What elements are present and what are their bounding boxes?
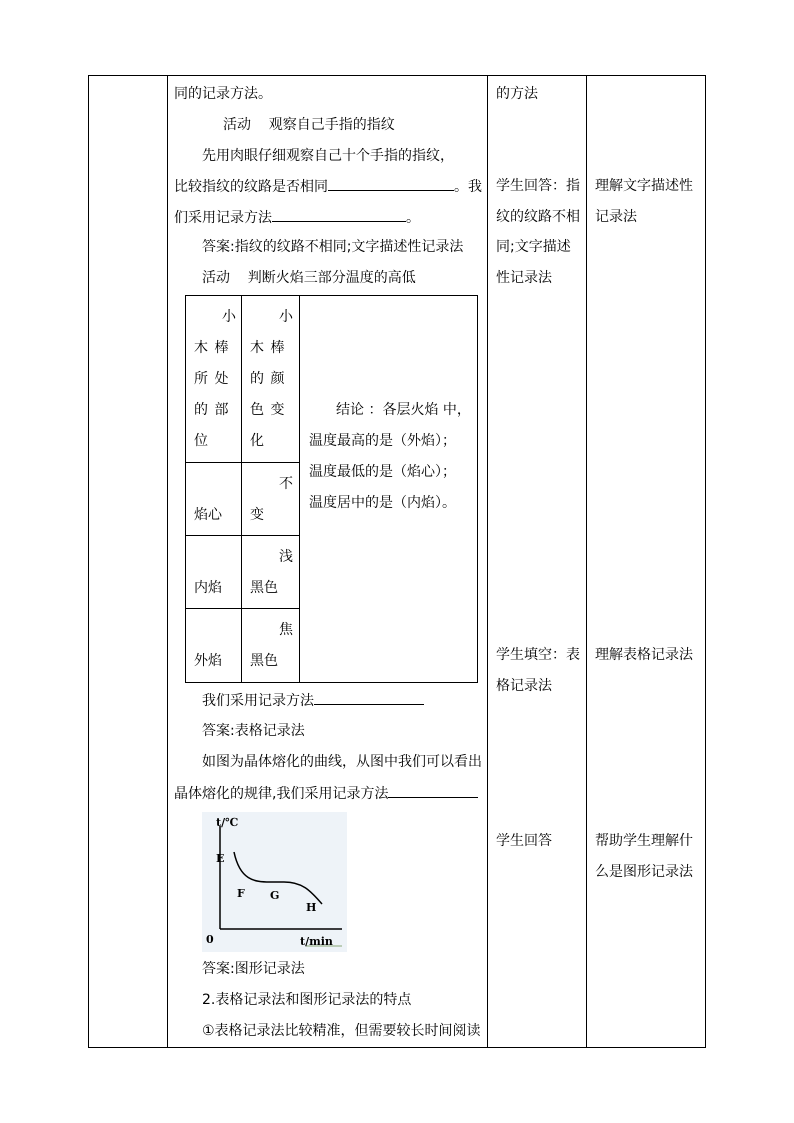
- fill-blank-line: [202, 690, 424, 711]
- table-cell: 焰心: [194, 507, 222, 523]
- table-cell: 浅: [279, 549, 293, 565]
- table-cell: 黑色: [250, 653, 278, 669]
- purpose-text: 帮助学生理解什: [595, 833, 693, 849]
- answer-line: 答案:指纹的纹路不相同;文字描述性记录法: [202, 239, 464, 255]
- student-text: 纹的纹路不相: [496, 209, 580, 225]
- point-label-g: G: [270, 889, 280, 902]
- answer-line: 答案:表格记录法: [202, 723, 305, 739]
- table-divider: [299, 296, 300, 682]
- purpose-text: 理解文字描述性: [595, 178, 693, 194]
- point-label-h: H: [306, 901, 317, 914]
- column-divider: [586, 76, 587, 1047]
- fill-blank-line: [174, 207, 420, 228]
- activity-heading: 活动 观察自己手指的指纹: [223, 117, 395, 133]
- lesson-table: [88, 75, 706, 1048]
- answer-blank[interactable]: [388, 783, 478, 798]
- table-cell: 外焰: [194, 653, 222, 669]
- table-cell: 不: [279, 476, 293, 492]
- column-divider: [167, 76, 168, 1047]
- point-label-e: E: [216, 852, 225, 865]
- text-line: 如图为晶体熔化的曲线，从图中我们可以看出: [202, 754, 482, 770]
- header-text: 色 变: [250, 402, 286, 418]
- table-divider: [186, 535, 299, 536]
- purpose-text: 么是图形记录法: [595, 864, 693, 880]
- answer-blank[interactable]: [272, 207, 406, 222]
- header-text: 的 颜: [250, 371, 286, 387]
- flame-table: [185, 295, 478, 683]
- header-text: 木 棒: [194, 340, 230, 356]
- column-divider: [487, 76, 488, 1047]
- text-line: 同的记录方法。: [174, 86, 272, 102]
- text-line: ①表格记录法比较精准，但需要较长时间阅读: [202, 1023, 481, 1039]
- activity-heading: 活动 判断火焰三部分温度的高低: [202, 270, 416, 286]
- purpose-text: 理解表格记录法: [595, 647, 693, 663]
- table-divider: [186, 462, 299, 463]
- conclusion-text: 温度最低的是（焰心）；: [309, 464, 456, 480]
- text-line: 2.表格记录法和图形记录法的特点: [202, 992, 412, 1008]
- student-text: 的方法: [496, 86, 538, 102]
- student-text: 学生回答：指: [496, 178, 580, 194]
- answer-blank[interactable]: [328, 176, 454, 191]
- header-text: 化: [250, 433, 264, 449]
- conclusion-text: 结论 ：各层火焰 中，: [336, 402, 471, 418]
- text: 。: [406, 210, 420, 226]
- point-label-f: F: [237, 887, 245, 900]
- conclusion-text: 温度居中的是（内焰）。: [309, 495, 456, 511]
- table-cell: 焦: [279, 622, 293, 638]
- melting-curve-svg: [202, 812, 347, 952]
- origin-label: 0: [206, 933, 214, 946]
- x-axis-label: t/min: [300, 935, 333, 948]
- student-text: 同;文字描述: [496, 239, 571, 255]
- table-cell: 内焰: [194, 580, 222, 596]
- text: 们采用记录方法: [174, 210, 272, 226]
- student-text: 性记录法: [496, 270, 552, 286]
- student-text: 格记录法: [496, 678, 552, 694]
- text: 晶体熔化的规律,我们采用记录方法: [174, 786, 389, 802]
- header-text: 位: [194, 433, 208, 449]
- header-text: 木 棒: [250, 340, 286, 356]
- text-line: 先用肉眼仔细观察自己十个手指的指纹，: [202, 148, 454, 164]
- text: 比较指纹的纹路是否相同: [174, 179, 328, 195]
- y-axis-label: t/℃: [216, 816, 239, 829]
- table-cell: 变: [250, 507, 264, 523]
- fill-blank-line: [174, 176, 482, 197]
- header-text: 小: [222, 309, 236, 325]
- student-text: 学生填空：表: [496, 647, 580, 663]
- table-divider: [241, 296, 242, 682]
- header-text: 所 处: [194, 371, 230, 387]
- fill-blank-line: [174, 783, 478, 804]
- text: 我们采用记录方法: [202, 693, 314, 709]
- table-divider: [186, 608, 299, 609]
- answer-line: 答案:图形记录法: [202, 961, 305, 977]
- student-text: 学生回答: [496, 833, 552, 849]
- conclusion-text: 温度最高的是（外焰）；: [309, 433, 456, 449]
- purpose-text: 记录法: [595, 209, 637, 225]
- melting-curve-figure: [202, 812, 347, 952]
- answer-blank[interactable]: [314, 690, 424, 705]
- header-text: 的 部: [194, 402, 230, 418]
- table-cell: 黑色: [250, 580, 278, 596]
- text: 。我: [454, 179, 482, 195]
- header-text: 小: [279, 309, 293, 325]
